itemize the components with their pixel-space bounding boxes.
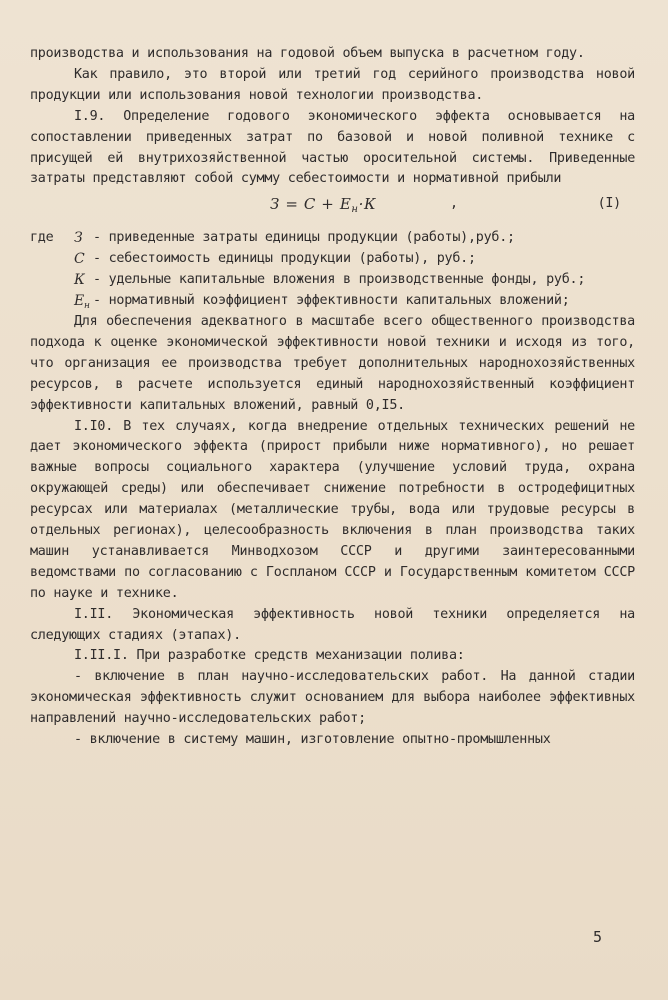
formula-en-subscript: н xyxy=(351,204,359,216)
definition-text: - приведенные затраты единицы продукции (работы),руб.; xyxy=(93,230,515,246)
paragraph-1-9: I.9. Определение годового экономического эффекта основывается на сопоставлении приведенных затрат по базовой и новой поливной технике с присущей ей внутрихозяйственной частью оросительной системы. Приведенные затраты представляют собой сумму себестоимости и нормативной прибыли xyxy=(30,108,635,187)
formula-plus: + xyxy=(315,195,340,214)
formula-c: С xyxy=(303,195,316,214)
page-number: 5 xyxy=(593,928,603,946)
list-item-machine-system: - включение в систему машин, изготовление опытно-промышленных xyxy=(74,732,551,748)
definition-text: - нормативный коэффициент эффективности капитальных вложений; xyxy=(93,293,570,309)
formula-number: (I) xyxy=(597,196,621,212)
list-item-research-plan: - включение в план научно-исследовательских работ. На данной стадии экономическая эффективность служит основанием для выбора наиболее эффективных направлений научно-исследовательских работ; xyxy=(30,669,635,727)
definition-symbol: К xyxy=(74,272,85,289)
formula-comma: , xyxy=(450,196,458,212)
definition-item xyxy=(30,291,635,312)
definition-text: - себестоимость единицы продукции (работы), руб.; xyxy=(93,251,476,267)
paragraph-1-11-1: I.II.I. При разработке средств механизации полива: xyxy=(74,648,465,664)
definition-item xyxy=(30,270,635,291)
definition-item xyxy=(30,249,635,270)
formula xyxy=(270,194,376,221)
document-body xyxy=(30,44,635,751)
definition-symbol: З xyxy=(74,230,83,247)
definition-symbol: $Е_н$ xyxy=(74,293,90,312)
formula-row xyxy=(30,190,635,228)
formula-equals: = xyxy=(279,195,304,214)
definition-text: - удельные капитальные вложения в производственные фонды, руб.; xyxy=(93,272,586,288)
definition-symbol: С xyxy=(74,251,85,268)
paragraph-continuation: производства и использования на годовой объем выпуска в расчетном году. xyxy=(30,46,585,61)
formula-dot: · xyxy=(358,195,364,214)
formula-k: К xyxy=(363,195,377,214)
paragraph-adequacy: Для обеспечения адекватного в масштабе всего общественного производства подхода к оценке экономической эффективности новой техники и исходя из того, что организация ее производства требует дополнительных народнохозяйственных ресурсов, в расчете используется единый народнохозяйственный коэффициент эффективности капитальных вложений, равный 0,I5. xyxy=(30,313,635,413)
formula-en: Е xyxy=(339,195,352,214)
paragraph-serial-production: Как правило, это второй или третий год серийного производства новой продукции или использования новой технологии производства. xyxy=(30,66,635,103)
paragraph-1-10: I.I0. В тех случаях, когда внедрение отдельных технических решений не дает экономического эффекта (прирост прибыли ниже нормативного), но решает важные вопросы социального характера (улучшение условий труда, охрана окружающей среды) или обеспечивает снижение потребности в остродефицитных ресурсах или материалах (металлические трубы, вода или трудовые ресурсы в отдельных регионах), целесообразность включения в план производства таких машин устанавливается Минводхозом СССР и другими заинтересованными ведомствами по согласованию с Госпланом СССР и Государственным комитетом СССР по науке и технике. xyxy=(30,418,635,601)
where-label: где xyxy=(30,230,54,246)
paragraph-1-11: I.II. Экономическая эффективность новой техники определяется на следующих стадиях (этапах). xyxy=(30,606,635,643)
formula-lhs: З xyxy=(270,195,280,214)
definition-item xyxy=(30,228,635,249)
definitions-list xyxy=(30,228,635,312)
